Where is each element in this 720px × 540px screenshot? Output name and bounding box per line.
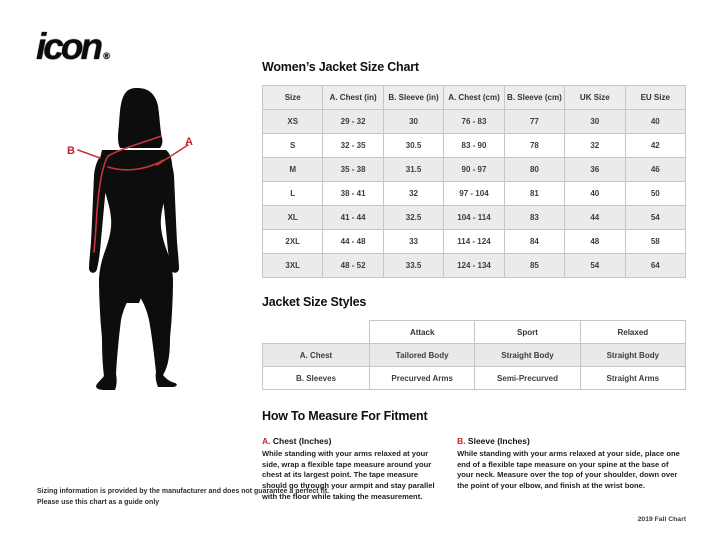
female-silhouette-diagram [58,86,228,396]
table-cell: 36 [565,158,625,182]
table-cell: A. Chest [263,344,370,367]
column-header: Size [263,86,323,110]
table-cell: 40 [625,110,685,134]
table-cell: 44 [565,206,625,230]
chest-label-letter: A. [262,436,271,446]
table-cell: 76 - 83 [444,110,504,134]
column-header: A. Chest (cm) [444,86,504,110]
table-row [263,344,686,367]
table-cell: 83 - 90 [444,134,504,158]
content-column [262,60,686,502]
table-header-row [263,86,686,110]
table-cell: 46 [625,158,685,182]
jacket-size-styles-table [262,320,686,390]
table-row [263,367,686,390]
column-header: Sport [475,321,580,344]
table-row [263,230,686,254]
styles-chart-title: Jacket Size Styles [262,295,367,309]
logo-text: icon [36,26,101,67]
sleeve-label-letter: B. [457,436,466,446]
table-cell: 29 - 32 [323,110,383,134]
measurement-figure [58,86,228,396]
chest-instruction-heading: A. Chest (Inches) [262,436,332,446]
chest-instruction-text: While standing with your arms relaxed at your side, wrap a flexible tape measure around your chest at its largest point. The tape measure should go through your armpit and stay parallel with the floor while taking the measurement. [262,449,435,501]
table-cell: 35 - 38 [323,158,383,182]
column-header: UK Size [565,86,625,110]
table-header-row [263,321,686,344]
table-cell: 80 [504,158,564,182]
column-header: Relaxed [580,321,685,344]
table-cell: 32.5 [383,206,443,230]
table-cell: 58 [625,230,685,254]
measure-label-b: B [67,145,75,157]
table-cell: Semi-Precurved [475,367,580,390]
disclaimer-line-1: Sizing information is provided by the manufacturer and does not guarantee a perfect fit. [37,488,330,495]
table-cell: XL [263,206,323,230]
table-cell: B. Sleeves [263,367,370,390]
table-cell: 84 [504,230,564,254]
table-cell: 97 - 104 [444,182,504,206]
measure-label-a: A [185,136,193,148]
table-row [263,182,686,206]
table-cell: 90 - 97 [444,158,504,182]
table-cell: 31.5 [383,158,443,182]
table-cell: 32 [565,134,625,158]
table-row [263,134,686,158]
table-cell: 77 [504,110,564,134]
table-cell: 33.5 [383,254,443,278]
table-cell: Straight Arms [580,367,685,390]
column-header: B. Sleeve (in) [383,86,443,110]
table-cell: 83 [504,206,564,230]
table-cell: 124 - 134 [444,254,504,278]
table-cell: 32 - 35 [323,134,383,158]
table-cell: 32 [383,182,443,206]
registered-trademark-icon: ® [103,51,110,61]
column-header: Attack [370,321,475,344]
table-cell: 30.5 [383,134,443,158]
measure-section-title: How To Measure For Fitment [262,409,428,423]
sleeve-instruction-heading: B. Sleeve (Inches) [457,436,530,446]
table-cell: S [263,134,323,158]
sleeve-instruction-text: While standing with your arms relaxed at your side, place one end of a flexible tape measure on your spine at the base of your neck. Measure over the top of your shoulder, down over the point of your elbow, and finish at the wrist bone. [457,449,680,490]
table-cell: Tailored Body [370,344,475,367]
disclaimer-line-2: Please use this chart as a guide only [37,498,160,506]
table-cell: XS [263,110,323,134]
table-cell: 54 [625,206,685,230]
column-header: EU Size [625,86,685,110]
column-header: B. Sleeve (cm) [504,86,564,110]
table-cell: 104 - 114 [444,206,504,230]
table-cell: 41 - 44 [323,206,383,230]
table-cell: Straight Body [475,344,580,367]
table-cell: 33 [383,230,443,254]
table-cell: 2XL [263,230,323,254]
sizing-disclaimer [37,487,367,508]
table-cell: 48 [565,230,625,254]
table-cell: 64 [625,254,685,278]
table-row [263,254,686,278]
label-b-pointer-line [78,150,100,158]
table-cell: 38 - 41 [323,182,383,206]
table-cell: 30 [383,110,443,134]
table-cell: 44 - 48 [323,230,383,254]
sleeve-instructions [457,436,686,502]
table-cell: Precurved Arms [370,367,475,390]
table-cell: 114 - 124 [444,230,504,254]
silhouette-shape [89,88,179,390]
table-cell: Straight Body [580,344,685,367]
column-header [263,321,370,344]
table-cell: M [263,158,323,182]
table-cell: 50 [625,182,685,206]
table-row [263,158,686,182]
table-row [263,206,686,230]
table-cell: 85 [504,254,564,278]
size-chart-table [262,85,686,278]
table-cell: 48 - 52 [323,254,383,278]
column-header: A. Chest (in) [323,86,383,110]
table-cell: 30 [565,110,625,134]
table-cell: 78 [504,134,564,158]
table-cell: 40 [565,182,625,206]
table-cell: 42 [625,134,685,158]
size-chart-title: Women’s Jacket Size Chart [262,60,419,74]
chart-version-label: 2019 Fall Chart [637,516,686,523]
table-cell: 54 [565,254,625,278]
table-cell: 3XL [263,254,323,278]
table-row [263,110,686,134]
icon-brand-logo [36,26,110,68]
table-cell: 81 [504,182,564,206]
table-cell: L [263,182,323,206]
